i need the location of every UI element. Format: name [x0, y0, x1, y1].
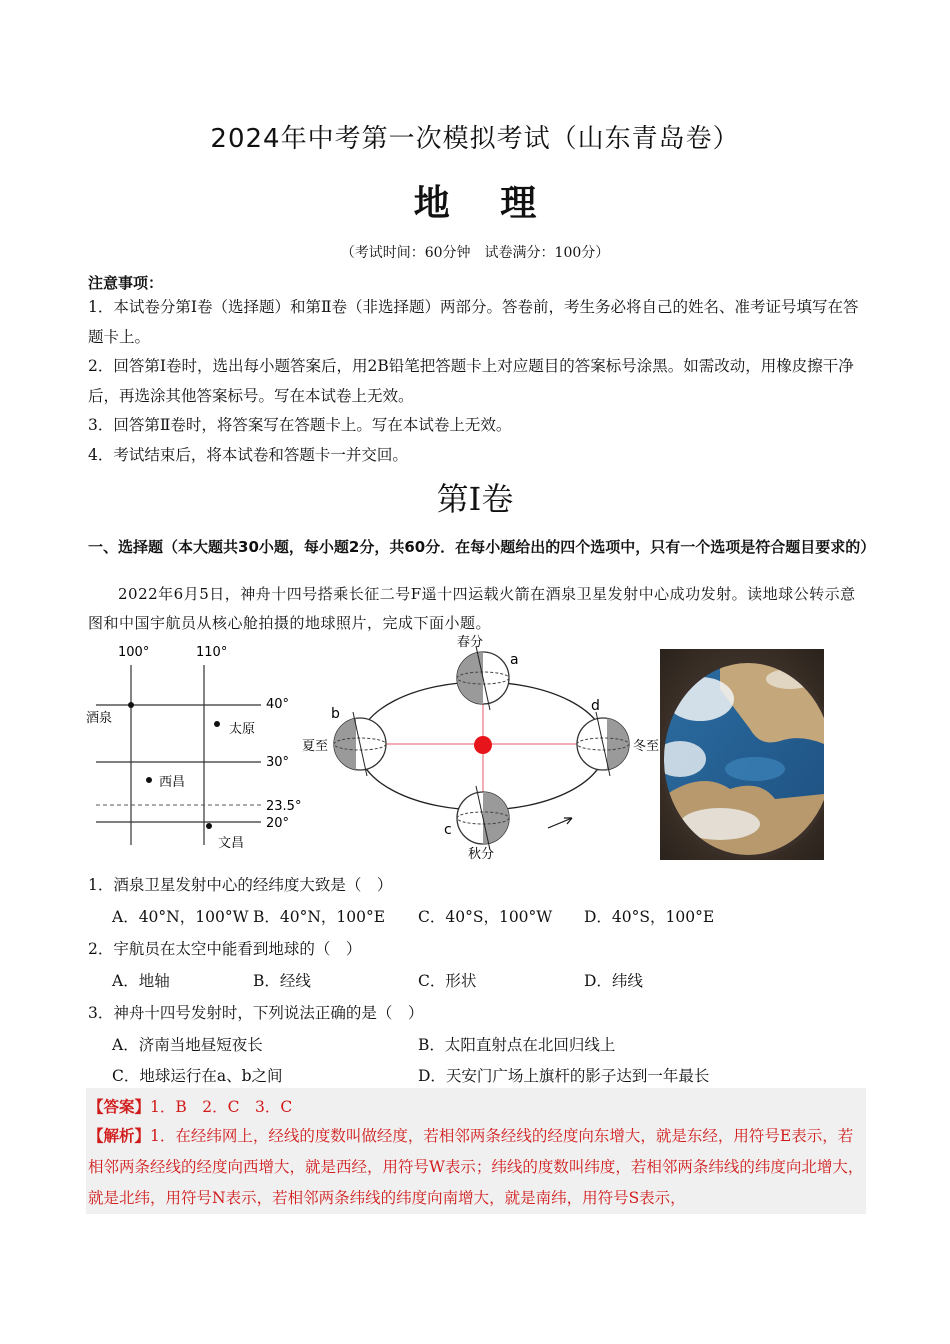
wenchang-dot: [206, 823, 212, 829]
season-winter: 冬至: [633, 739, 660, 754]
point-c: c: [444, 822, 452, 838]
q2-option-b: B．经线: [253, 972, 311, 990]
place-taiyuan: 太原: [229, 722, 256, 737]
q2-option-d: D．纬线: [584, 972, 643, 990]
q3-option-c: C．地球运行在a、b之间: [112, 1067, 283, 1085]
lon-label-110: 110°: [196, 645, 228, 660]
point-a: a: [510, 652, 519, 668]
season-autumn: 秋分: [468, 847, 495, 862]
answer-label: 【答案】: [88, 1097, 151, 1116]
answer-line: [88, 1095, 292, 1117]
earth-summer: [334, 712, 386, 776]
notice-item-2: 2．回答第Ⅰ卷时，选出每小题答案后，用2B铅笔把答题卡上对应题目的答案标号涂黑。如需改动，用橡皮擦干净后，再选涂其他答案标号。写在本试卷上无效。: [88, 357, 854, 405]
notice-item-3: 3．回答第Ⅱ卷时，将答案写在答题卡上。写在本试卷上无效。: [88, 416, 512, 434]
subject-title: 地 理: [413, 183, 537, 224]
question-3-stem: 3．神舟十四号发射时，下列说法正确的是（ ）: [88, 1004, 424, 1022]
page-title: 2024年中考第一次模拟考试（山东青岛卷）: [210, 124, 740, 154]
notice-heading: 注意事项：: [88, 274, 164, 292]
lat-label-20: 20°: [266, 816, 290, 831]
q2-option-a: A．地轴: [112, 972, 170, 990]
sun: [474, 736, 492, 754]
q1-option-a: A．40°N，100°W: [112, 908, 249, 926]
place-jiuquan: 酒泉: [86, 711, 113, 726]
q3-option-d: D．天安门广场上旗杆的影子达到一年最长: [418, 1067, 710, 1085]
answer-text: 1．B 2．C 3．C: [150, 1098, 293, 1116]
point-d: d: [591, 698, 600, 714]
lat-label-23-5: 23.5°: [266, 799, 302, 814]
q3-option-a: A．济南当地昼短夜长: [112, 1036, 263, 1054]
volume-title: 第Ⅰ卷: [436, 480, 514, 518]
lat-label-40: 40°: [266, 697, 290, 712]
lat-label-30: 30°: [266, 755, 290, 770]
section-intro: 2022年6月5日，神舟十四号搭乘长征二号F遥十四运载火箭在酒泉卫星发射中心成功发射。读地球公转示意图和中国宇航员从核心舱拍摄的地球照片，完成下面小题。: [88, 585, 856, 632]
analysis-text: 1．在经纬网上，经线的度数叫做经度，若相邻两条经线的经度向东增大，就是东经，用符号E表示，若相邻两条经线的经度向西增大，就是西经，用符号W表示；纬线的度数叫纬度，若相邻两条纬线的纬度向北增大，就是北纬，用符号N表示，若相邻两条纬线的纬度向南增大，就是南纬，用符号S表示，: [88, 1127, 864, 1207]
xichang-dot: [146, 777, 152, 783]
earth-photo: [660, 649, 824, 860]
taiyuan-dot: [214, 721, 220, 727]
earth-spring: [457, 646, 509, 710]
q1-option-d: D．40°S，100°E: [584, 908, 715, 926]
section-heading: 一、选择题（本大题共30小题，每小题2分，共60分．在每小题给出的四个选项中，只有一个选项是符合题目要求的）: [88, 538, 876, 556]
analysis-label: 【解析】: [88, 1126, 151, 1145]
notice-item-4: 4．考试结束后，将本试卷和答题卡一并交回。: [88, 446, 408, 464]
place-xichang: 西昌: [159, 775, 186, 790]
notice-item-1: 1．本试卷分第Ⅰ卷（选择题）和第Ⅱ卷（非选择题）两部分。答卷前，考生务必将自己的姓名、准考证号填写在答题卡上。: [88, 298, 859, 346]
season-spring: 春分: [457, 635, 484, 650]
season-summer: 夏至: [302, 739, 329, 754]
q3-option-b: B．太阳直射点在北回归线上: [418, 1036, 616, 1054]
lon-label-100: 100°: [118, 645, 150, 660]
point-b: b: [331, 706, 340, 722]
q1-option-b: B．40°N，100°E: [253, 908, 386, 926]
exam-meta: （考试时间：60分钟 试卷满分：100分）: [340, 245, 610, 261]
question-1-stem: 1．酒泉卫星发射中心的经纬度大致是（ ）: [88, 876, 393, 894]
earth-orbit-diagram: [300, 632, 662, 862]
place-wenchang: 文昌: [218, 836, 245, 851]
jiuquan-dot: [128, 702, 134, 708]
earth-autumn: [457, 786, 509, 850]
earth-winter: [577, 712, 629, 776]
analysis-block: [88, 1120, 868, 1214]
question-2-stem: 2．宇航员在太空中能看到地球的（ ）: [88, 940, 362, 958]
latlon-grid-map: [86, 640, 306, 855]
q1-option-c: C．40°S，100°W: [418, 908, 553, 926]
q2-option-c: C．形状: [418, 972, 477, 990]
